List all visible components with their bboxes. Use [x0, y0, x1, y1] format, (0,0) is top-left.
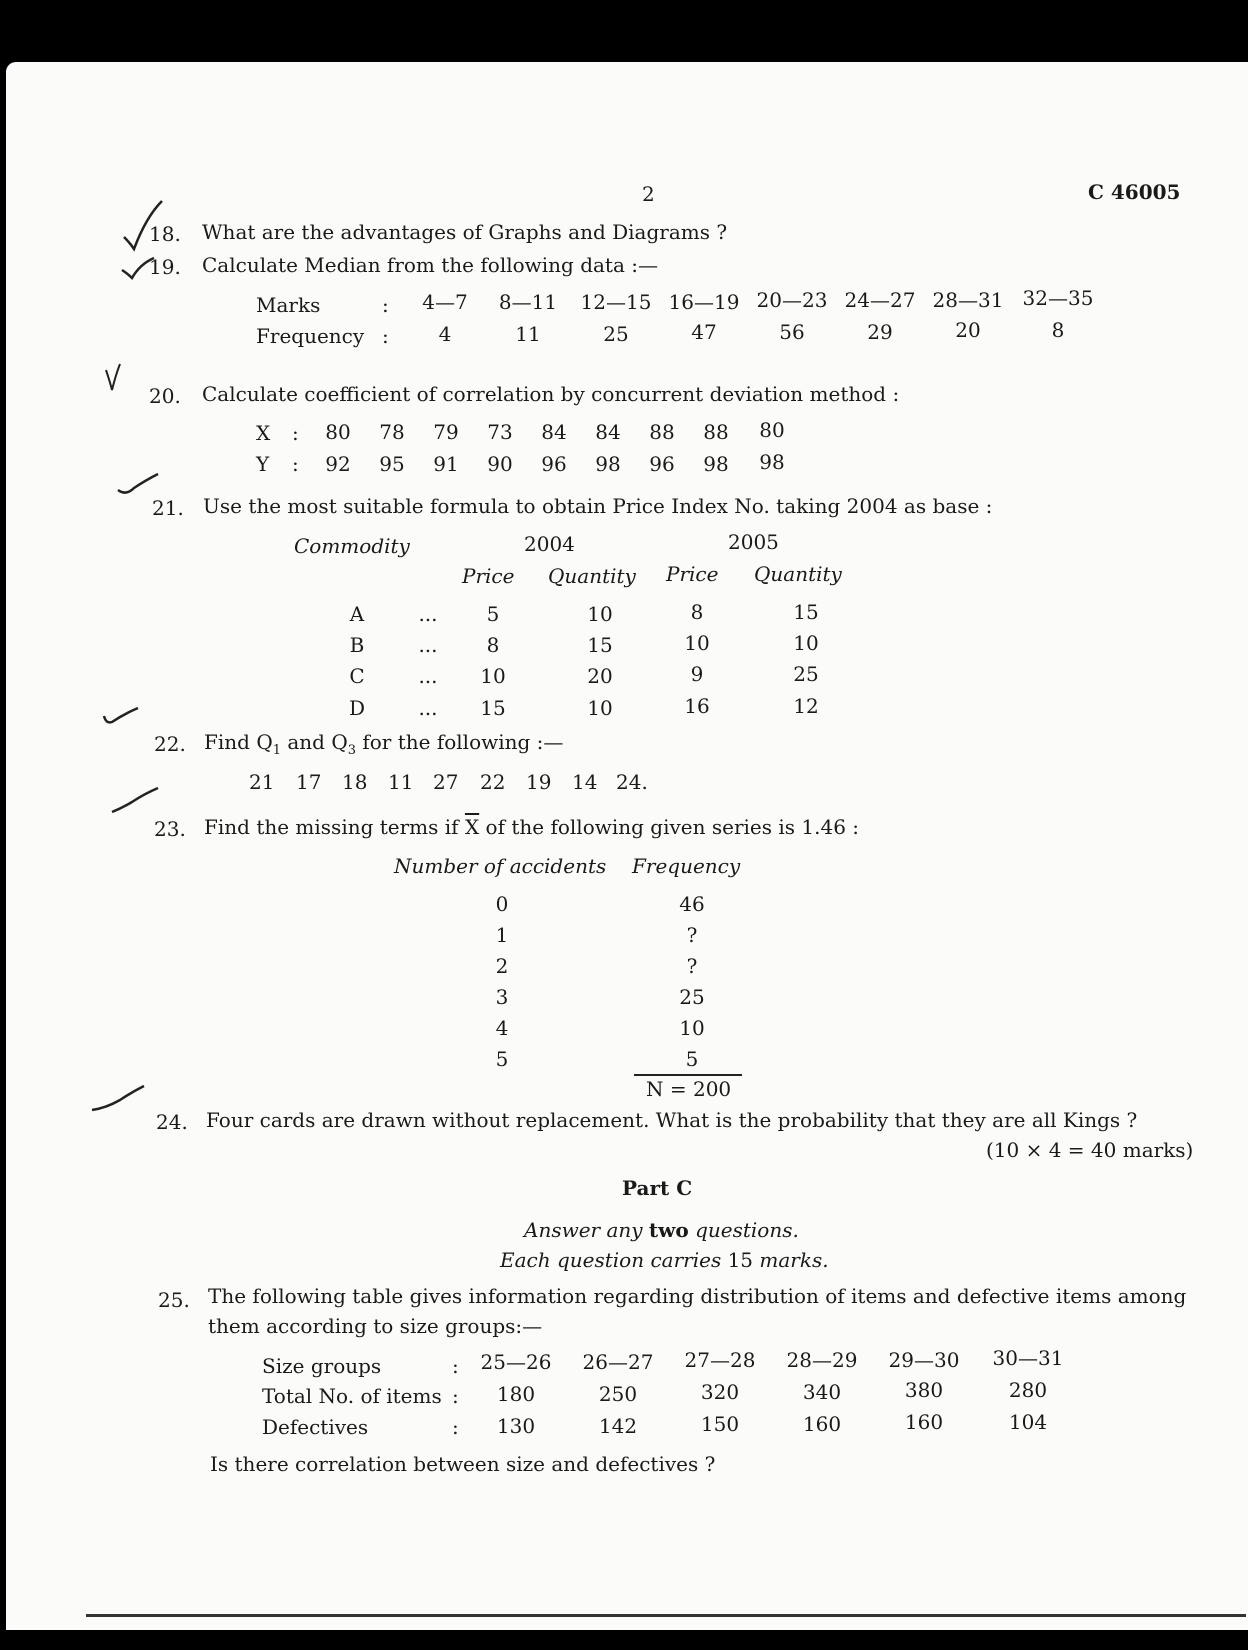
table-cell: ?: [686, 923, 698, 947]
table-cell: 10: [480, 664, 506, 688]
table-cell: A: [349, 602, 365, 626]
question-number: 23.: [154, 817, 186, 841]
column-header: Price: [666, 562, 719, 586]
value: 21: [249, 770, 275, 794]
table-cell: 5: [495, 1047, 509, 1071]
colon: :: [382, 324, 389, 348]
table-cell: 95: [379, 452, 405, 476]
table-cell: 8—11: [498, 290, 558, 314]
row-label: Y: [256, 452, 270, 476]
question-number: 24.: [156, 1110, 188, 1134]
value: 11: [388, 770, 414, 794]
table-cell: 8: [1051, 318, 1065, 342]
page-number: 2: [642, 182, 655, 206]
table-cell: 12—15: [580, 290, 652, 314]
table-cell: 98: [759, 450, 785, 474]
table-cell: 29: [867, 320, 893, 344]
colon: :: [452, 1415, 459, 1439]
table-cell: 84: [595, 420, 621, 444]
table-cell: ...: [418, 633, 438, 657]
colon: :: [382, 293, 389, 317]
table-cell: 150: [700, 1412, 740, 1436]
table-cell: 28—31: [932, 288, 1004, 312]
question-number: 19.: [149, 255, 181, 279]
question-number: 25.: [158, 1288, 190, 1312]
table-cell: 4: [495, 1016, 509, 1040]
instruction: Each question carries 15 marks.: [500, 1248, 829, 1272]
table-cell: 20: [587, 664, 613, 688]
column-header: 2005: [728, 530, 779, 554]
marks-note: (10 × 4 = 40 marks): [986, 1138, 1194, 1162]
table-cell: 28—29: [786, 1348, 858, 1372]
question-text: Calculate Median from the following data :—: [202, 253, 658, 277]
colon: :: [292, 452, 299, 476]
table-cell: 91: [433, 452, 459, 476]
table-cell: 88: [649, 420, 675, 444]
table-cell: 10: [679, 1016, 705, 1040]
question-number: 22.: [154, 732, 186, 756]
table-cell: 0: [495, 892, 509, 916]
total-value: N = 200: [646, 1077, 732, 1101]
instruction: Answer any two questions.: [524, 1218, 799, 1242]
column-header: Frequency: [632, 854, 741, 878]
table-cell: 340: [802, 1380, 842, 1404]
table-cell: 280: [1008, 1378, 1048, 1402]
paper-code: C 46005: [1088, 180, 1181, 204]
row-label: Frequency: [256, 324, 365, 348]
table-cell: 250: [598, 1382, 638, 1406]
value: 19: [526, 770, 552, 794]
check-mark-icon: [100, 360, 130, 396]
question-text: Find the missing terms if $\overline{X}$ of the following given series is 1.46 :: [204, 815, 860, 839]
table-cell: 25: [679, 985, 705, 1009]
table-cell: 20: [955, 318, 981, 342]
table-cell: 4—7: [422, 290, 468, 314]
question-text: them according to size groups:—: [208, 1314, 543, 1338]
table-cell: 47: [691, 320, 717, 344]
table-cell: 79: [433, 420, 459, 444]
table-cell: C: [349, 664, 365, 688]
table-cell: 20—23: [756, 288, 828, 312]
table-cell: 380: [904, 1378, 944, 1402]
colon: :: [452, 1384, 459, 1408]
table-cell: 30—31: [992, 1346, 1064, 1370]
table-cell: 98: [595, 452, 621, 476]
table-cell: D: [348, 696, 366, 720]
row-label: Total No. of items: [262, 1384, 442, 1408]
value: 14: [572, 770, 598, 794]
table-cell: ...: [418, 664, 438, 688]
column-header: Quantity: [754, 562, 842, 586]
table-cell: 73: [487, 420, 513, 444]
table-cell: 3: [495, 985, 509, 1009]
question-text: Use the most suitable formula to obtain Price Index No. taking 2004 as base :: [203, 494, 993, 518]
column-header: Quantity: [548, 564, 636, 588]
question-text: Find $Q_1$ and $Q_3$ for the following :—: [204, 730, 564, 758]
colon: :: [292, 421, 299, 445]
column-header: 2004: [524, 532, 575, 556]
table-cell: 16: [684, 694, 710, 718]
table-cell: 104: [1008, 1410, 1048, 1434]
table-cell: ...: [418, 696, 438, 720]
table-cell: 46: [679, 892, 705, 916]
value: 27: [433, 770, 459, 794]
table-cell: 10: [684, 631, 710, 655]
table-cell: 11: [515, 322, 541, 346]
row-label: Size groups: [262, 1354, 382, 1378]
check-mark-icon: [86, 1082, 150, 1118]
table-cell: 84: [541, 420, 567, 444]
table-cell: B: [349, 633, 365, 657]
table-cell: 80: [325, 420, 351, 444]
table-cell: 96: [649, 452, 675, 476]
table-cell: 92: [325, 452, 351, 476]
table-cell: 130: [496, 1414, 536, 1438]
column-header: Commodity: [294, 534, 410, 558]
table-cell: 8: [690, 600, 704, 624]
table-cell: 160: [802, 1412, 842, 1436]
table-cell: 1: [495, 923, 509, 947]
table-cell: 10: [587, 696, 613, 720]
table-cell: 25: [603, 322, 629, 346]
column-header: Price: [462, 564, 515, 588]
table-cell: 16—19: [668, 290, 740, 314]
table-cell: 26—27: [582, 1350, 654, 1374]
table-cell: 142: [598, 1414, 638, 1438]
value: 24.: [616, 770, 648, 794]
scan-edge-line: [86, 1614, 1246, 1617]
section-title: Part C: [622, 1176, 693, 1200]
table-cell: 15: [793, 600, 819, 624]
table-cell: 98: [703, 452, 729, 476]
table-cell: 10: [587, 602, 613, 626]
table-cell: 15: [480, 696, 506, 720]
value: 17: [296, 770, 322, 794]
table-cell: 12: [793, 694, 819, 718]
table-cell: 10: [793, 631, 819, 655]
row-label: X: [256, 421, 271, 445]
table-cell: 8: [486, 633, 500, 657]
row-label: Marks: [256, 293, 321, 317]
table-cell: ...: [418, 602, 438, 626]
table-cell: 29—30: [888, 1348, 960, 1372]
question-text: The following table gives information regarding distribution of items and defective items among: [208, 1284, 1187, 1308]
table-cell: 24—27: [844, 288, 916, 312]
table-cell: 56: [779, 320, 805, 344]
table-cell: ?: [686, 954, 698, 978]
question-number: 18.: [149, 222, 181, 246]
table-cell: 2: [495, 954, 509, 978]
check-mark-icon: [98, 702, 148, 732]
question-text: Is there correlation between size and defectives ?: [210, 1452, 716, 1476]
question-text: Calculate coefficient of correlation by concurrent deviation method :: [202, 382, 900, 406]
table-cell: 96: [541, 452, 567, 476]
table-cell: 25—26: [480, 1350, 552, 1374]
table-cell: 27—28: [684, 1348, 756, 1372]
colon: :: [452, 1354, 459, 1378]
question-number: 20.: [149, 384, 181, 408]
table-cell: 9: [690, 662, 704, 686]
table-cell: 5: [486, 602, 500, 626]
table-cell: 88: [703, 420, 729, 444]
row-label: Defectives: [262, 1415, 369, 1439]
column-header: Number of accidents: [394, 854, 607, 878]
total-rule: [634, 1074, 742, 1076]
table-cell: 25: [793, 662, 819, 686]
question-number: 21.: [152, 496, 184, 520]
table-cell: 320: [700, 1380, 740, 1404]
table-cell: 32—35: [1022, 286, 1094, 310]
table-cell: 78: [379, 420, 405, 444]
table-cell: 160: [904, 1410, 944, 1434]
table-cell: 5: [685, 1047, 699, 1071]
table-cell: 90: [487, 452, 513, 476]
table-cell: 15: [587, 633, 613, 657]
table-cell: 4: [438, 322, 452, 346]
exam-page: [6, 62, 1248, 1630]
question-text: What are the advantages of Graphs and Diagrams ?: [202, 220, 728, 244]
question-text: Four cards are drawn without replacement. What is the probability that they are all Kings ?: [206, 1108, 1138, 1132]
value: 22: [480, 770, 506, 794]
table-cell: 180: [496, 1382, 536, 1406]
value: 18: [342, 770, 368, 794]
check-mark-icon: [108, 784, 164, 820]
table-cell: 80: [759, 418, 785, 442]
